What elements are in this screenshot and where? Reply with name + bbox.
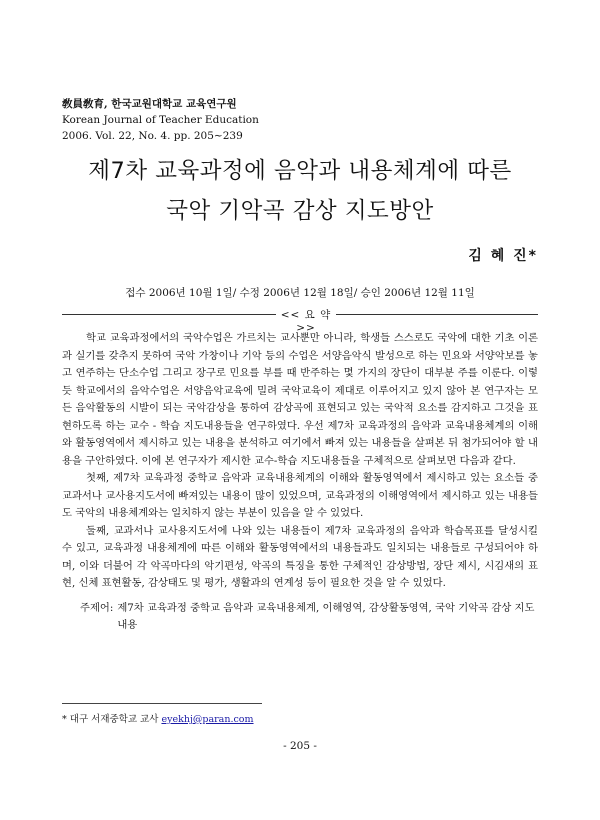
keywords-label: 주제어: bbox=[80, 602, 114, 614]
footnote-divider bbox=[62, 703, 262, 704]
page-number: - 205 - bbox=[283, 740, 317, 752]
footnote-marker: * bbox=[62, 714, 67, 725]
journal-name: 敎員敎育, 한국교원대학교 교육연구원 bbox=[62, 98, 237, 110]
keywords-text: 제7차 교육과정 중학교 음악과 교육내용체계, 이해영역, 감상활동영역, 국악 기악곡 감상 지도내용 bbox=[117, 602, 535, 631]
journal-english-name: Korean Journal of Teacher Education bbox=[62, 114, 259, 126]
abstract-divider-right bbox=[336, 314, 538, 315]
journal-volume: 2006. Vol. 22, No. 4. pp. 205∼239 bbox=[62, 130, 243, 142]
abstract-paragraph: 학교 교육과정에서의 국악수업은 가르치는 교사뿐만 아니라, 학생들 스스로도 국악에 대한 기초 이론과 실기를 갖추지 못하여 국악 가창이나 기악 등의 수업은 서양음악식 발성으로 하는 민요와 서양악보를 놓고 연주하는 단소수업 그리고 장구로 민요를 부를 때 반주하는 몇 가지의 장단이 대부분 주를 이룬다. 이렇듯 학교에서의 음악수업은 서양음악교육에 밀려 국악교육이 제대로 이루어지고 있지 않아 본 연구자는 모든 음악활동의 시발이 되는 국악감상을 통하여 감상곡에 표현되고 있는 국악적 요소를 감지하고 그것을 표현하도록 하는 교수 - 학습 지도내용들을 연구하였다. 우선 제7차 교육과정의 음악과 교육내용체계의 이해와 활동영역에서 제시하고 있는 내용을 분석하고 여기에서 빠져 있는 내용들을 살펴본 뒤 첨가되어야 할 내용을 구안하였다. 이에 본 연구자가 제시한 교수-학습 지도내용들을 구체적으로 살펴보면 다음과 같다. bbox=[62, 332, 538, 467]
paper-title-line-1: 제7차 교육과정에 음악과 내용체계에 따른 bbox=[88, 158, 512, 184]
abstract-divider-left bbox=[62, 314, 276, 315]
abstract-body bbox=[62, 330, 538, 593]
abstract-heading: << 요 약 >> bbox=[280, 309, 332, 334]
footnote bbox=[62, 711, 254, 725]
author-email-link[interactable]: eyekhj@paran.com bbox=[161, 714, 254, 725]
journal-info bbox=[62, 96, 259, 144]
keywords bbox=[80, 600, 538, 634]
submission-dates: 접수 2006년 10월 1일/ 수정 2006년 12월 18일/ 승인 2006년 12월 11일 bbox=[125, 287, 475, 299]
paper-title-line-2: 국악 기악곡 감상 지도방안 bbox=[166, 198, 434, 224]
footnote-text: 대구 서재중학교 교사 bbox=[69, 714, 159, 725]
abstract-paragraph: 둘째, 교과서나 교사용지도서에 나와 있는 내용들이 제7차 교육과정의 음악과 학습목표를 달성시킬 수 있고, 교육과정 내용체계에 따른 이해와 활동영역에서의 내용들과도 일치되는 내용들로 구성되어야 하며, 이와 더불어 각 악곡마다의 악기편성, 악곡의 특징을 통한 구체적인 감상방법, 장단 제시, 시김새의 표현, 신체 표현활동, 감상태도 및 평가, 생활과의 연계성 등이 필요한 것을 알 수 있었다. bbox=[62, 524, 538, 589]
author-name: 김 혜 진* bbox=[468, 248, 538, 264]
abstract-paragraph: 첫째, 제7차 교육과정 중학교 음악과 교육내용체계의 이해와 활동영역에서 제시하고 있는 요소들 중 교과서나 교사용지도서에 빠져있는 내용이 많이 있었으며, 교육과정의 이해영역에서 제시하고 있는 내용들도 국악의 내용체계와는 일치하지 않는 부분이 있음을 알 수 있었다. bbox=[62, 472, 538, 519]
